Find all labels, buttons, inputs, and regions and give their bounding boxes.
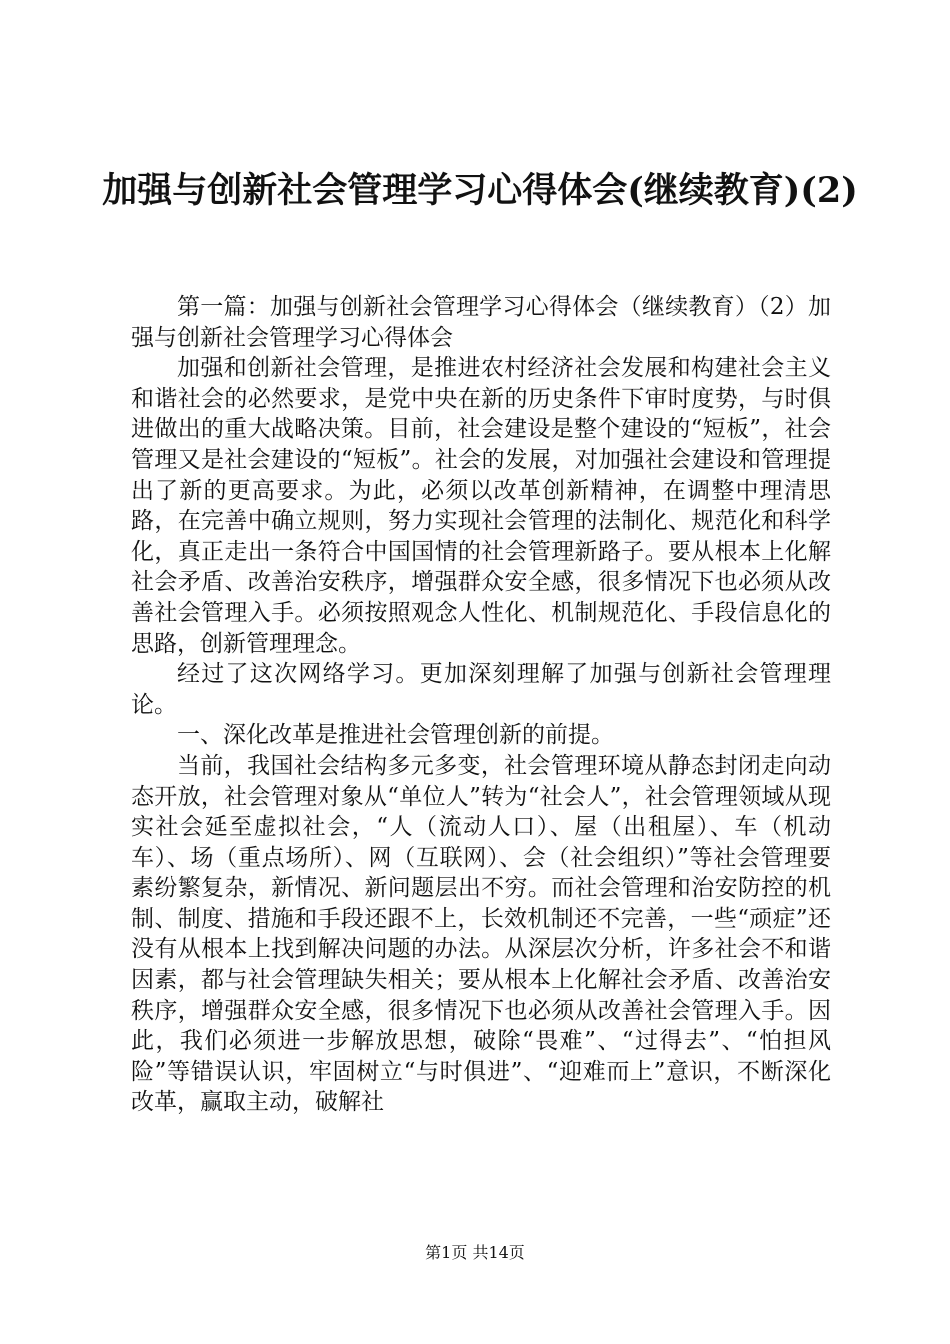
paragraph-section-1: 当前，我国社会结构多元多变，社会管理环境从静态封闭走向动态开放，社会管理对象从“单位人”转为“社会人”，社会管理领域从现实社会延至虚拟社会，“人（流动人口）、屋（出租屋）、车（机动车）、场（重点场所）、网（互联网）、会（社会组织）”等社会管理要素纷繁复杂，新情况、新问题层出不穷。而社会管理和治安防控的机制、制度、措施和手段还跟不上，长效机制还不完善，一些“顽症”还没有从根本上找到解决问题的办法。从深层次分析，许多社会不和谐因素，都与社会管理缺失相关；要从根本上化解社会矛盾、改善治安秩序，增强群众安全感，很多情况下也必须从改善社会管理入手。因此，我们必须进一步解放思想，破除“畏难”、“过得去”、“怕担风险”等错误认识，牢固树立“与时俱进”、“迎难而上”意识，不断深化改革，赢取主动，破解社 [131, 752, 831, 1116]
page-footer: 第1页 共14页 [425, 1243, 525, 1262]
paragraph-intro: 第一篇：加强与创新社会管理学习心得体会（继续教育）（2）加强与创新社会管理学习心得体会 [131, 294, 831, 351]
section-heading-1: 一、深化改革是推进社会管理创新的前提。 [177, 722, 614, 749]
document-body [131, 292, 831, 1118]
paragraph-study: 经过了这次网络学习。更加深刻理解了加强与创新社会管理理论。 [131, 661, 831, 718]
document-title: 加强与创新社会管理学习心得体会(继续教育)(2) [102, 170, 858, 211]
paragraph-main: 加强和创新社会管理，是推进农村经济社会发展和构建社会主义和谐社会的必然要求，是党中央在新的历史条件下审时度势，与时俱进做出的重大战略决策。目前，社会建设是整个建设的“短板”，社会管理又是社会建设的“短板”。社会的发展，对加强社会建设和管理提出了新的更高要求。为此，必须以改革创新精神，在调整中理清思路，在完善中确立规则，努力实现社会管理的法制化、规范化和科学化，真正走出一条符合中国国情的社会管理新路子。要从根本上化解社会矛盾、改善治安秩序，增强群众安全感，很多情况下也必须从改善社会管理入手。必须按照观念人性化、机制规范化、手段信息化的思路，创新管理理念。 [131, 355, 831, 657]
